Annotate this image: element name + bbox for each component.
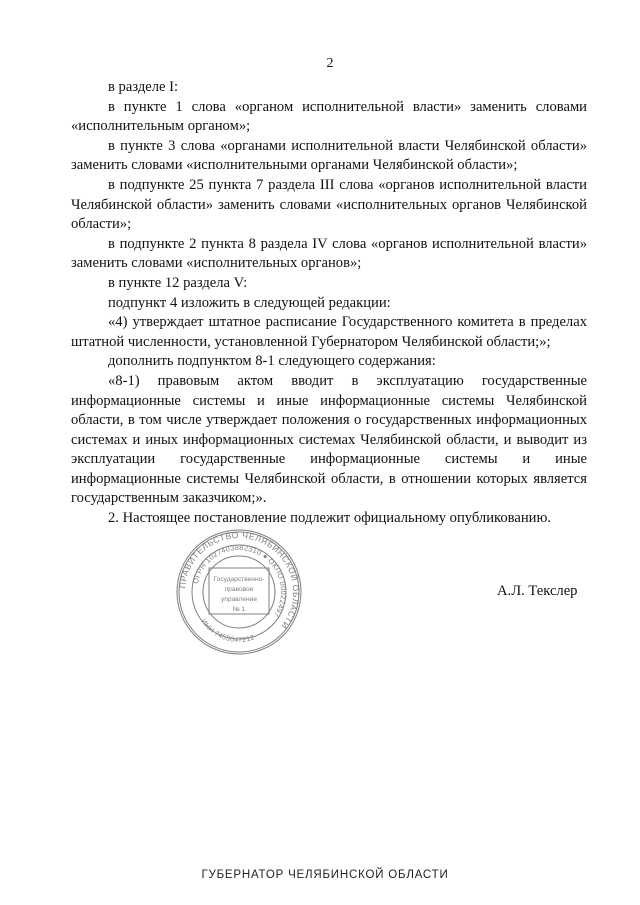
paragraph: 2. Настоящее постановление подлежит официальному опубликованию. xyxy=(108,510,552,527)
seal-bottom-ring: ИНН 7453047212 xyxy=(199,618,256,645)
svg-text:ИНН 7453047212 xyxy=(199,618,255,644)
document-body xyxy=(71,78,587,529)
paragraph: в подпункте 2 пункта 8 раздела IV слова «органов исполнительной власти» заменить словами «исполнительных органов»; xyxy=(71,235,587,272)
paragraph: «4) утверждает штатное расписание Государственного комитета в пределах штатной численности, установленной Губернатором Челябинской области;»; xyxy=(71,314,587,350)
footer-title: ГУБЕРНАТОР ЧЕЛЯБИНСКОЙ ОБЛАСТИ xyxy=(201,869,449,881)
signatory-name: А.Л. Текслер xyxy=(497,583,578,599)
seal-center-line: № 1 xyxy=(232,606,246,613)
page-number: 2 xyxy=(326,56,334,71)
paragraph: в пункте 3 слова «органами исполнительной власти Челябинской области» заменить словами «исполнительными органами Челябинской области»; xyxy=(71,137,587,174)
paragraph: дополнить подпунктом 8-1 следующего содержания: xyxy=(108,353,436,370)
seal-center-line: Государственно- xyxy=(213,576,265,583)
official-seal xyxy=(174,527,304,657)
paragraph: в пункте 1 слова «органом исполнительной власти» заменить словами «исполнительным органом»; xyxy=(71,98,587,135)
paragraph: подпункт 4 изложить в следующей редакции: xyxy=(108,294,391,311)
paragraph: в пункте 12 раздела V: xyxy=(108,274,248,291)
paragraph: «8-1) правовым актом вводит в эксплуатацию государственные информационные системы и иные информационные системы Челябинской области, в том числе утверждает положения о государственных информационных системах и иных информационных системах Челябинской области, и выводит из эксплуатации государственные информационные системы и иные информационные системы Челябинской области, в отношении которых является государственным заказчиком;». xyxy=(71,372,587,507)
paragraph: в подпункте 25 пункта 7 раздела III слова «органов исполнительной власти Челябинской области» заменить словами «исполнительных органов Челябинской области»; xyxy=(71,176,587,233)
seal-outer-ring: ПРАВИТЕЛЬСТВО ЧЕЛЯБИНСКОЙ ОБЛАСТИ xyxy=(177,529,302,632)
paragraph: в разделе I: xyxy=(108,79,179,95)
seal-center-line: управление xyxy=(220,596,258,603)
seal-center-line: правовое xyxy=(224,586,254,593)
seal-inner-ring: ОГРН 1027403882310 ● ОКПО 00022497 xyxy=(190,542,289,620)
